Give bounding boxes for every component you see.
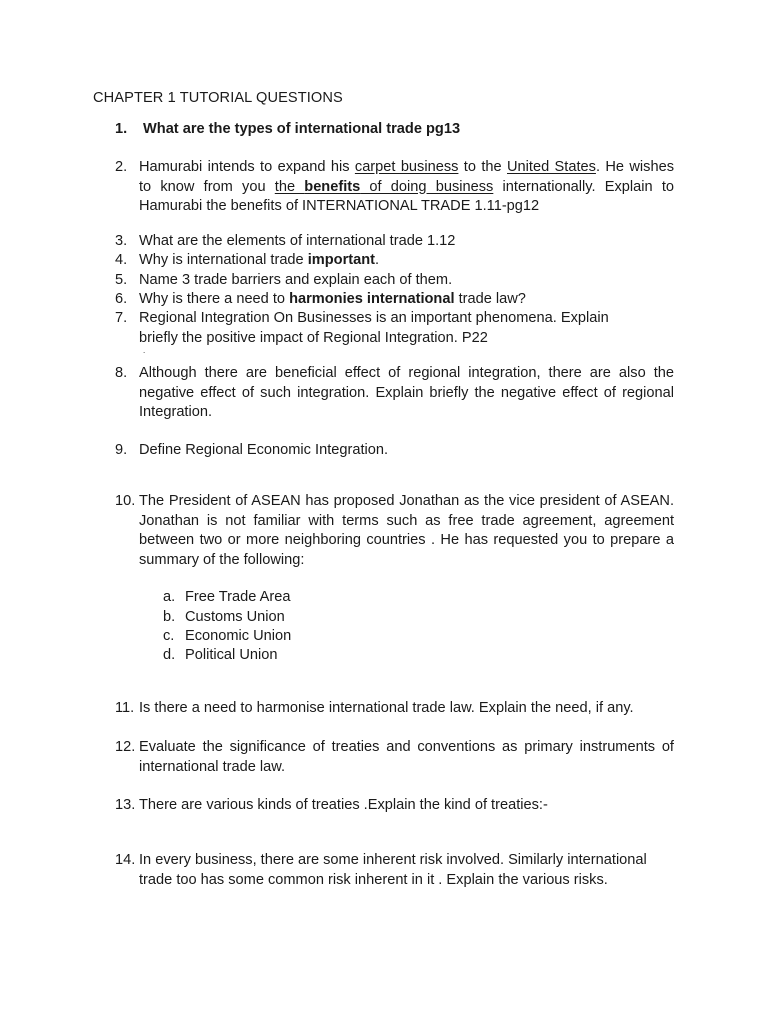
question-11	[115, 699, 674, 719]
question-text	[139, 251, 674, 271]
question-number: 9.	[115, 442, 128, 458]
question-text	[139, 309, 674, 348]
stray-dot: .	[143, 346, 146, 355]
question-number: 1.	[115, 121, 128, 137]
text-run: Hamurabi intends to expand his	[139, 159, 355, 175]
text-run: Why is there a need to	[139, 291, 290, 307]
list-text: Economic Union	[185, 628, 292, 644]
question-text	[139, 290, 674, 310]
question-number: 5.	[115, 272, 128, 288]
text-run: .	[375, 252, 380, 268]
list-letter: c.	[163, 628, 175, 644]
question-14	[115, 851, 674, 890]
list-letter: d.	[163, 647, 176, 663]
question-2	[115, 158, 674, 217]
list-text: Customs Union	[185, 609, 285, 625]
question-number: 2.	[115, 159, 128, 175]
question-text: Although there are beneficial effect of regional integration, there are also the negative effect of such integration. Explain briefly the negative effect of regional Integration.	[139, 365, 674, 420]
question-text: Define Regional Economic Integration.	[139, 442, 389, 458]
question-7	[115, 309, 674, 348]
text-line: briefly the positive impact of Regional Integration. P22	[139, 329, 488, 346]
question-number: 4.	[115, 252, 128, 268]
underlined-text: carpet business	[354, 159, 459, 175]
text-run: Why is international trade	[139, 252, 308, 268]
underlined-text	[275, 179, 494, 195]
list-letter: a.	[163, 589, 176, 605]
question-number: 8.	[115, 365, 128, 381]
question-9	[115, 441, 674, 461]
text-run: of doing business	[360, 178, 494, 195]
question-13	[115, 796, 674, 816]
list-item	[163, 608, 285, 628]
question-number: 13.	[115, 797, 136, 813]
bold-text: important	[307, 252, 376, 268]
bold-text: benefits	[304, 178, 361, 195]
question-12	[115, 738, 674, 777]
list-text: Free Trade Area	[185, 589, 291, 605]
text-run: internationally. Explain to Hamurabi the benefits of INTERNATIONAL TRADE 1.11-pg12	[139, 178, 674, 214]
text-line: Regional Integration On Businesses is an important phenomena. Explain	[139, 310, 609, 326]
question-number: 12.	[115, 739, 136, 755]
text-run: the	[274, 178, 305, 195]
list-item	[163, 588, 290, 608]
question-6	[115, 290, 674, 310]
text-run: to the	[458, 159, 507, 175]
question-5	[115, 271, 674, 291]
question-text: In every business, there are some inherent risk involved. Similarly international trade too has some common risk inherent in it . Explain the various risks.	[139, 852, 647, 888]
question-8	[115, 364, 674, 423]
question-number: 3.	[115, 233, 128, 249]
question-number: 6.	[115, 291, 128, 307]
question-text	[139, 158, 674, 217]
page-title: CHAPTER 1 TUTORIAL QUESTIONS	[93, 90, 343, 106]
question-text: Evaluate the significance of treaties and conventions as primary instruments of international trade law.	[139, 739, 674, 775]
underlined-text: United States	[507, 159, 596, 175]
question-text: The President of ASEAN has proposed Jonathan as the vice president of ASEAN. Jonathan is not familiar with terms such as free trade agreement, agreement between two or more neighboring countries . He has requested you to prepare a summary of the following:	[139, 493, 674, 568]
question-3	[115, 232, 674, 252]
text-run: . He wishes to know from you	[139, 159, 674, 195]
list-item	[163, 627, 291, 647]
bold-text: harmonies international	[289, 291, 455, 307]
question-4	[115, 251, 674, 271]
question-text: What are the elements of international trade 1.12	[139, 233, 456, 249]
question-number: 10.	[115, 493, 136, 509]
question-text: There are various kinds of treaties .Explain the kind of treaties:-	[139, 797, 548, 813]
question-number: 7.	[115, 310, 128, 326]
list-item	[163, 646, 277, 666]
list-text: Political Union	[185, 647, 278, 663]
question-number: 14.	[115, 852, 136, 868]
question-text: Is there a need to harmonise international trade law. Explain the need, if any.	[139, 700, 634, 716]
question-10	[115, 492, 674, 570]
text-run: trade law?	[454, 291, 526, 307]
question-number: 11.	[115, 700, 135, 716]
list-letter: b.	[163, 609, 176, 625]
question-1	[115, 120, 674, 140]
question-text: What are the types of international trade pg13	[143, 121, 461, 137]
question-text: Name 3 trade barriers and explain each of them.	[139, 272, 453, 288]
